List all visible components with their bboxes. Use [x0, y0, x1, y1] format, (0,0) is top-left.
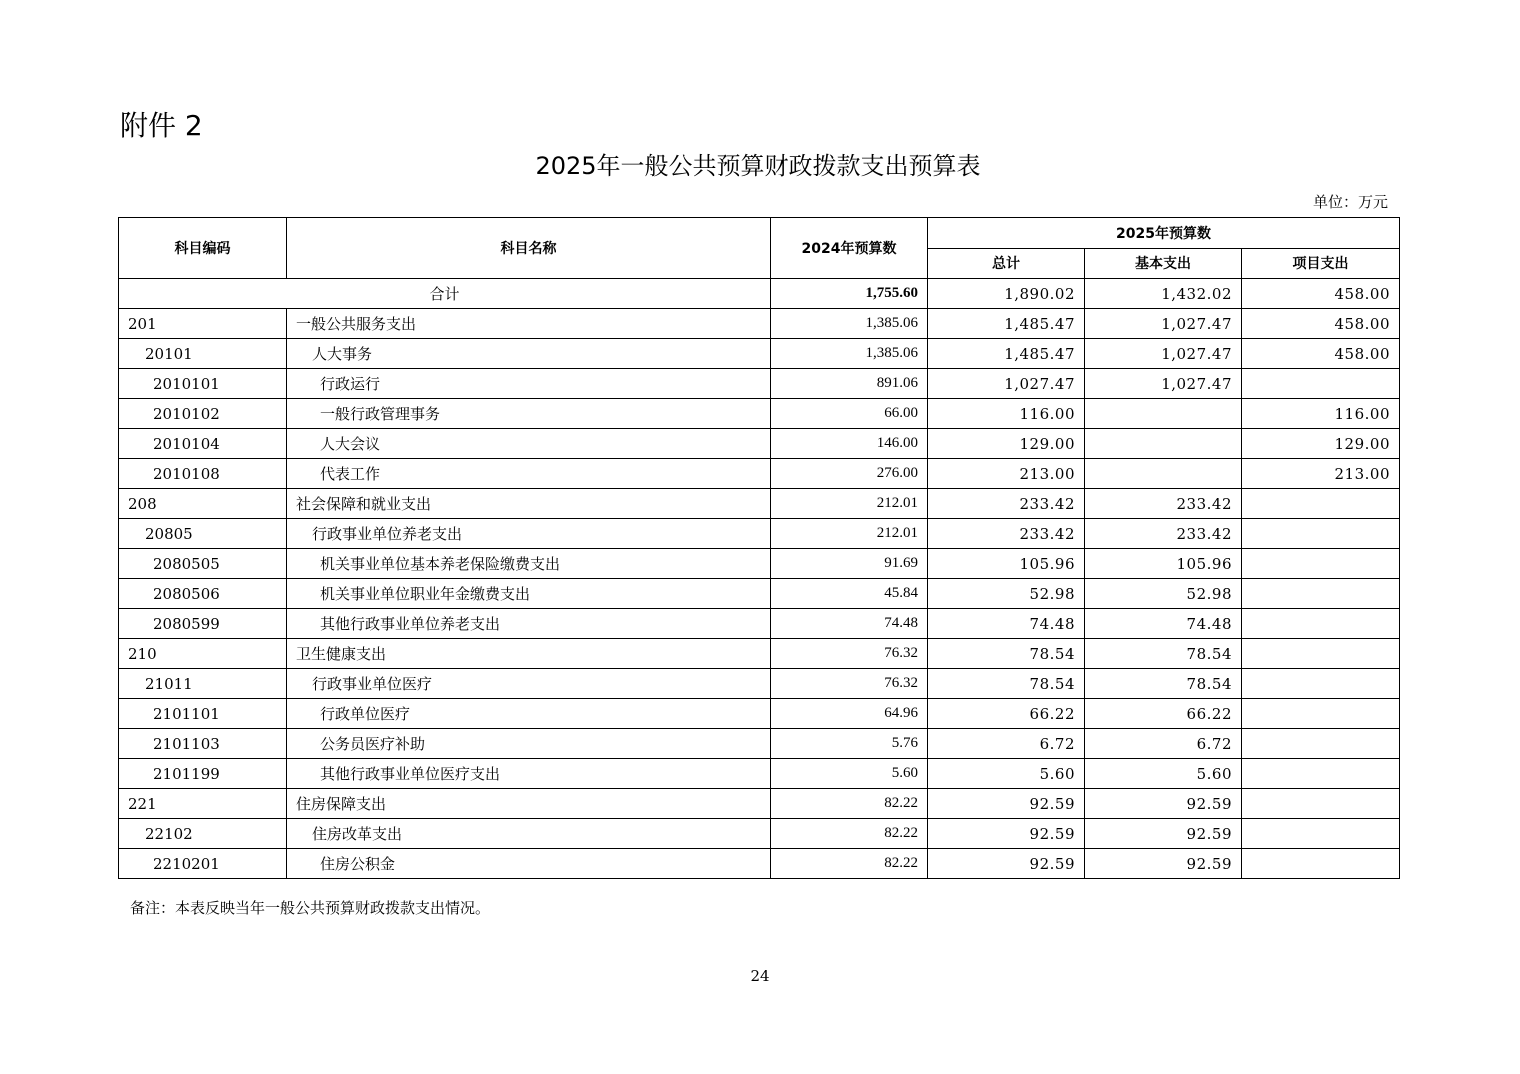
cell-total: 116.00 — [928, 399, 1085, 429]
cell-name: 行政事业单位医疗 — [287, 669, 771, 699]
budget-table — [118, 217, 1400, 879]
total-project: 458.00 — [1242, 279, 1400, 309]
cell-basic: 92.59 — [1085, 849, 1242, 879]
cell-total: 1,027.47 — [928, 369, 1085, 399]
cell-total: 66.22 — [928, 699, 1085, 729]
cell-project: 213.00 — [1242, 459, 1400, 489]
cell-name: 机关事业单位职业年金缴费支出 — [287, 579, 771, 609]
cell-project — [1242, 789, 1400, 819]
cell-code: 2010101 — [119, 369, 287, 399]
cell-basic: 78.54 — [1085, 669, 1242, 699]
cell-code: 2010108 — [119, 459, 287, 489]
cell-code: 2101101 — [119, 699, 287, 729]
cell-code: 20805 — [119, 519, 287, 549]
table-row — [119, 759, 1400, 789]
cell-name: 机关事业单位基本养老保险缴费支出 — [287, 549, 771, 579]
table-row — [119, 459, 1400, 489]
cell-budget-2024: 276.00 — [771, 459, 928, 489]
cell-code: 2080599 — [119, 609, 287, 639]
total-row — [119, 279, 1400, 309]
table-row — [119, 369, 1400, 399]
cell-code: 201 — [119, 309, 287, 339]
cell-project — [1242, 639, 1400, 669]
cell-code: 2010104 — [119, 429, 287, 459]
cell-name: 行政事业单位养老支出 — [287, 519, 771, 549]
table-row — [119, 309, 1400, 339]
cell-code: 2080506 — [119, 579, 287, 609]
cell-basic: 78.54 — [1085, 639, 1242, 669]
cell-name: 其他行政事业单位医疗支出 — [287, 759, 771, 789]
cell-name: 其他行政事业单位养老支出 — [287, 609, 771, 639]
table-row — [119, 519, 1400, 549]
cell-project — [1242, 609, 1400, 639]
cell-total: 233.42 — [928, 519, 1085, 549]
cell-budget-2024: 82.22 — [771, 789, 928, 819]
cell-code: 208 — [119, 489, 287, 519]
cell-project — [1242, 489, 1400, 519]
cell-code: 21011 — [119, 669, 287, 699]
cell-project — [1242, 819, 1400, 849]
table-row — [119, 399, 1400, 429]
cell-total: 129.00 — [928, 429, 1085, 459]
cell-budget-2024: 5.76 — [771, 729, 928, 759]
cell-budget-2024: 66.00 — [771, 399, 928, 429]
total-total: 1,890.02 — [928, 279, 1085, 309]
cell-total: 78.54 — [928, 639, 1085, 669]
cell-name: 一般行政管理事务 — [287, 399, 771, 429]
cell-total: 105.96 — [928, 549, 1085, 579]
cell-budget-2024: 76.32 — [771, 669, 928, 699]
cell-basic: 6.72 — [1085, 729, 1242, 759]
cell-total: 52.98 — [928, 579, 1085, 609]
cell-code: 221 — [119, 789, 287, 819]
cell-name: 一般公共服务支出 — [287, 309, 771, 339]
cell-total: 92.59 — [928, 789, 1085, 819]
cell-budget-2024: 146.00 — [771, 429, 928, 459]
cell-code: 22102 — [119, 819, 287, 849]
cell-project: 458.00 — [1242, 339, 1400, 369]
cell-basic: 52.98 — [1085, 579, 1242, 609]
cell-basic: 5.60 — [1085, 759, 1242, 789]
table-row — [119, 579, 1400, 609]
cell-basic — [1085, 429, 1242, 459]
cell-total: 92.59 — [928, 819, 1085, 849]
cell-name: 住房保障支出 — [287, 789, 771, 819]
header-total: 总计 — [928, 248, 1085, 279]
cell-budget-2024: 212.01 — [771, 519, 928, 549]
cell-total: 233.42 — [928, 489, 1085, 519]
cell-basic: 1,027.47 — [1085, 339, 1242, 369]
cell-total: 213.00 — [928, 459, 1085, 489]
table-row — [119, 789, 1400, 819]
cell-project — [1242, 729, 1400, 759]
table-note: 备注：本表反映当年一般公共预算财政拨款支出情况。 — [130, 899, 491, 917]
cell-basic: 74.48 — [1085, 609, 1242, 639]
cell-budget-2024: 82.22 — [771, 849, 928, 879]
cell-code: 2101103 — [119, 729, 287, 759]
cell-budget-2024: 82.22 — [771, 819, 928, 849]
cell-basic: 1,027.47 — [1085, 309, 1242, 339]
table-row — [119, 549, 1400, 579]
cell-project — [1242, 579, 1400, 609]
cell-project: 458.00 — [1242, 309, 1400, 339]
cell-budget-2024: 45.84 — [771, 579, 928, 609]
header-project: 项目支出 — [1242, 248, 1400, 279]
table-row — [119, 639, 1400, 669]
page-title: 2025年一般公共预算财政拨款支出预算表 — [535, 152, 981, 180]
cell-project — [1242, 759, 1400, 789]
header-name: 科目名称 — [287, 218, 771, 279]
cell-basic: 233.42 — [1085, 519, 1242, 549]
cell-budget-2024: 74.48 — [771, 609, 928, 639]
cell-basic: 1,027.47 — [1085, 369, 1242, 399]
cell-project — [1242, 669, 1400, 699]
cell-budget-2024: 64.96 — [771, 699, 928, 729]
cell-project — [1242, 699, 1400, 729]
cell-project — [1242, 549, 1400, 579]
cell-total: 78.54 — [928, 669, 1085, 699]
cell-code: 210 — [119, 639, 287, 669]
cell-budget-2024: 91.69 — [771, 549, 928, 579]
cell-name: 社会保障和就业支出 — [287, 489, 771, 519]
cell-total: 1,485.47 — [928, 309, 1085, 339]
cell-basic: 92.59 — [1085, 819, 1242, 849]
cell-basic: 105.96 — [1085, 549, 1242, 579]
cell-name: 人大事务 — [287, 339, 771, 369]
cell-name: 卫生健康支出 — [287, 639, 771, 669]
cell-budget-2024: 212.01 — [771, 489, 928, 519]
cell-name: 公务员医疗补助 — [287, 729, 771, 759]
cell-budget-2024: 5.60 — [771, 759, 928, 789]
cell-total: 5.60 — [928, 759, 1085, 789]
cell-name: 住房改革支出 — [287, 819, 771, 849]
cell-budget-2024: 1,385.06 — [771, 339, 928, 369]
table-row — [119, 729, 1400, 759]
total-basic: 1,432.02 — [1085, 279, 1242, 309]
cell-basic: 92.59 — [1085, 789, 1242, 819]
table-row — [119, 609, 1400, 639]
cell-name: 行政运行 — [287, 369, 771, 399]
cell-project: 116.00 — [1242, 399, 1400, 429]
table-row — [119, 849, 1400, 879]
cell-total: 74.48 — [928, 609, 1085, 639]
cell-basic — [1085, 459, 1242, 489]
cell-code: 20101 — [119, 339, 287, 369]
header-code: 科目编码 — [119, 218, 287, 279]
table-row — [119, 669, 1400, 699]
table-body — [119, 279, 1400, 879]
cell-budget-2024: 891.06 — [771, 369, 928, 399]
cell-basic: 233.42 — [1085, 489, 1242, 519]
header-budget-2024: 2024年预算数 — [771, 218, 928, 279]
cell-project — [1242, 519, 1400, 549]
cell-project — [1242, 849, 1400, 879]
cell-code: 2080505 — [119, 549, 287, 579]
cell-name: 行政单位医疗 — [287, 699, 771, 729]
cell-name: 代表工作 — [287, 459, 771, 489]
cell-total: 92.59 — [928, 849, 1085, 879]
cell-code: 2101199 — [119, 759, 287, 789]
header-budget-2025: 2025年预算数 — [928, 218, 1400, 249]
cell-name: 人大会议 — [287, 429, 771, 459]
table-header — [119, 218, 1400, 279]
cell-budget-2024: 1,385.06 — [771, 309, 928, 339]
cell-budget-2024: 76.32 — [771, 639, 928, 669]
cell-project: 129.00 — [1242, 429, 1400, 459]
table-row — [119, 489, 1400, 519]
table-row — [119, 339, 1400, 369]
total-budget-2024: 1,755.60 — [771, 279, 928, 309]
table-row — [119, 699, 1400, 729]
cell-code: 2010102 — [119, 399, 287, 429]
page-number: 24 — [750, 967, 770, 985]
header-basic: 基本支出 — [1085, 248, 1242, 279]
cell-basic: 66.22 — [1085, 699, 1242, 729]
total-label: 合计 — [119, 279, 771, 309]
table-row — [119, 429, 1400, 459]
cell-total: 1,485.47 — [928, 339, 1085, 369]
cell-project — [1242, 369, 1400, 399]
cell-name: 住房公积金 — [287, 849, 771, 879]
cell-total: 6.72 — [928, 729, 1085, 759]
cell-basic — [1085, 399, 1242, 429]
attachment-label: 附件 2 — [120, 109, 203, 142]
unit-label: 单位：万元 — [1312, 193, 1388, 211]
table-row — [119, 819, 1400, 849]
cell-code: 2210201 — [119, 849, 287, 879]
